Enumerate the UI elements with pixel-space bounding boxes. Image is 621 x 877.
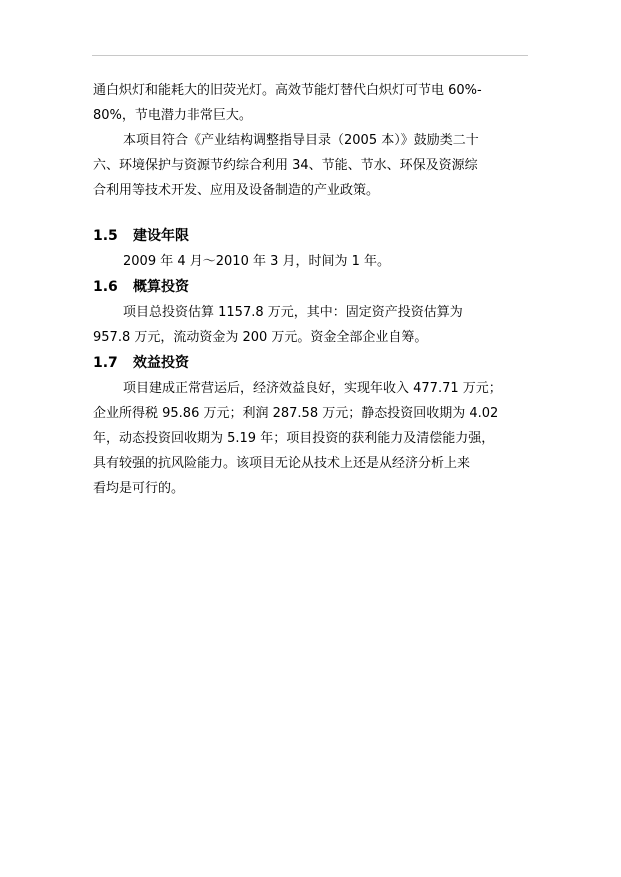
paragraph-line: 项目建成正常营运后，经济效益良好，实现年收入 477.71 万元； [123, 381, 502, 396]
paragraph-line: 通白炽灯和能耗大的旧荧光灯。高效节能灯替代白炽灯可节电 60%- [93, 83, 482, 98]
paragraph-line: 项目总投资估算 1157.8 万元，其中：固定资产投资估算为 [123, 305, 463, 320]
header-rule [92, 55, 528, 56]
section-construction-period [93, 223, 529, 274]
paragraph-line: 看均是可行的。 [93, 481, 185, 496]
section-number: 1.5 [93, 228, 118, 244]
paragraph-line: 2009 年 4 月～2010 年 3 月，时间为 1 年。 [123, 254, 391, 269]
paragraph-line: 本项目符合《产业结构调整指导目录（2005 本）》鼓励类二十 [123, 133, 479, 148]
spacer [93, 203, 529, 223]
paragraph-line: 80%，节电潜力非常巨大。 [93, 108, 252, 123]
paragraph-line: 957.8 万元，流动资金为 200 万元。资金全部企业自筹。 [93, 330, 428, 345]
paragraph-line: 具有较强的抗风险能力。该项目无论从技术上还是从经济分析上来 [93, 456, 471, 471]
paragraph-line: 企业所得税 95.86 万元；利润 287.58 万元；静态投资回收期为 4.02 [93, 406, 499, 421]
intro-paragraphs [93, 78, 529, 203]
section-heading [93, 274, 529, 300]
section-estimated-investment [93, 274, 529, 350]
section-heading [93, 223, 529, 249]
paragraph-line: 合利用等技术开发、应用及设备制造的产业政策。 [93, 183, 380, 198]
section-benefit-investment [93, 350, 529, 501]
section-number: 1.7 [93, 355, 118, 371]
section-heading [93, 350, 529, 376]
paragraph-line: 年，动态投资回收期为 5.19 年；项目投资的获利能力及清偿能力强， [93, 431, 495, 446]
section-title: 效益投资 [133, 355, 189, 371]
section-title: 概算投资 [133, 279, 189, 295]
paragraph-line: 六、环境保护与资源节约综合利用 34、节能、节水、环保及资源综 [93, 158, 478, 173]
section-number: 1.6 [93, 279, 118, 295]
section-title: 建设年限 [133, 228, 189, 244]
document-body [93, 78, 529, 501]
